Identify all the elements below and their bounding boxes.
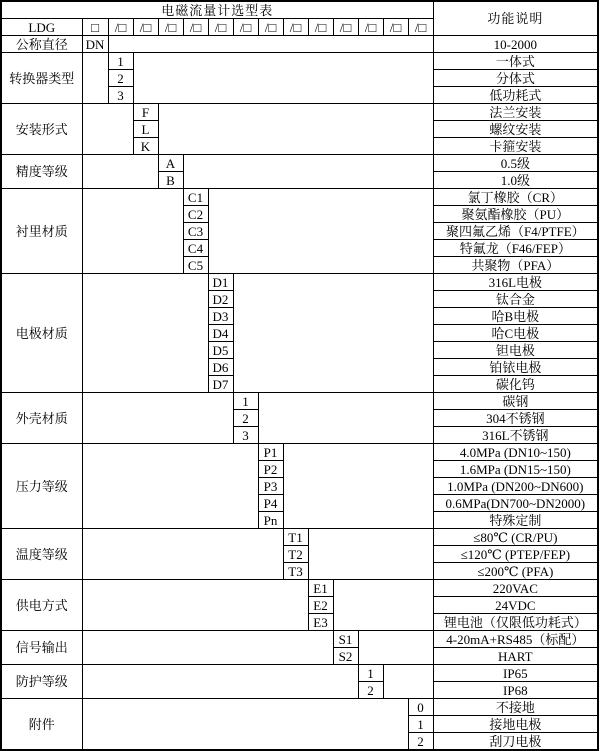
spacer-cell-right <box>383 665 433 699</box>
code-cell: E2 <box>308 597 333 614</box>
function-column-header: 功能说明 <box>433 1 598 36</box>
row-label: 附件 <box>1 699 82 751</box>
table-title: 电磁流量计选型表 <box>1 1 433 19</box>
code-cell: C4 <box>183 240 208 257</box>
spacer-cell-right <box>258 393 433 444</box>
code-cell: S1 <box>333 631 358 648</box>
code-cell: 2 <box>233 410 258 427</box>
code-cell: P4 <box>258 495 283 512</box>
code-cell: 3 <box>233 427 258 444</box>
row-label: 防护等级 <box>1 665 82 699</box>
function-desc-cell: 哈B电极 <box>433 308 598 325</box>
function-desc-cell: 0.5级 <box>433 155 598 172</box>
spacer-cell-left <box>82 580 308 631</box>
function-desc-cell: ≤200℃ (PFA) <box>433 563 598 580</box>
row-label: 信号输出 <box>1 631 82 665</box>
function-desc-cell: 氯丁橡胶（CR） <box>433 189 598 206</box>
row-label: 压力等级 <box>1 444 82 529</box>
row-label: 外壳材质 <box>1 393 82 444</box>
spacer-cell-left <box>82 699 408 751</box>
spacer-cell-right <box>108 36 433 53</box>
code-cell: T2 <box>283 546 308 563</box>
function-desc-cell: 不接地 <box>433 699 598 716</box>
model-code-slot: /□ <box>133 19 158 36</box>
row-label: 安装形式 <box>1 104 82 155</box>
model-code-slot: /□ <box>308 19 333 36</box>
function-desc-cell: 钛合金 <box>433 291 598 308</box>
row-label: 供电方式 <box>1 580 82 631</box>
code-cell: D1 <box>208 274 233 291</box>
model-code-slot: /□ <box>383 19 408 36</box>
spacer-cell-right <box>183 155 433 189</box>
function-desc-cell: 10-2000 <box>433 36 598 53</box>
code-cell: S2 <box>333 648 358 665</box>
spacer-cell-right <box>158 104 433 155</box>
spacer-cell-right <box>133 53 433 104</box>
spacer-cell-left <box>82 155 158 189</box>
row-label: 温度等级 <box>1 529 82 580</box>
function-desc-cell: 聚四氟乙烯（F4/PTFE） <box>433 223 598 240</box>
function-desc-cell: 1.0MPa (DN200~DN600) <box>433 478 598 495</box>
model-code-slot: /□ <box>333 19 358 36</box>
spacer-cell-right <box>358 631 433 665</box>
code-cell: 1 <box>408 716 433 733</box>
function-desc-cell: 分体式 <box>433 70 598 87</box>
function-desc-cell: 刮刀电极 <box>433 733 598 751</box>
spacer-cell-right <box>333 580 433 631</box>
code-cell: P3 <box>258 478 283 495</box>
function-desc-cell: 低功耗式 <box>433 87 598 104</box>
model-code-box: □ <box>82 19 108 36</box>
spacer-cell-left <box>82 104 133 155</box>
spacer-cell-left <box>82 53 108 104</box>
function-desc-cell: 24VDC <box>433 597 598 614</box>
row-label: 转换器类型 <box>1 53 82 104</box>
code-cell: 1 <box>108 53 133 70</box>
model-code-slot: /□ <box>358 19 383 36</box>
model-prefix: LDG <box>1 19 82 36</box>
model-code-slot: /□ <box>158 19 183 36</box>
spacer-cell-left <box>82 665 358 699</box>
code-cell: C2 <box>183 206 208 223</box>
spacer-cell-left <box>82 444 258 529</box>
function-desc-cell: 0.6MPa(DN700~DN2000) <box>433 495 598 512</box>
spacer-cell-left <box>82 631 333 665</box>
code-cell: D4 <box>208 325 233 342</box>
code-cell: D3 <box>208 308 233 325</box>
function-desc-cell: ≤80℃ (CR/PU) <box>433 529 598 546</box>
code-cell: D6 <box>208 359 233 376</box>
code-cell: E1 <box>308 580 333 597</box>
model-code-slot: /□ <box>233 19 258 36</box>
model-code-slot: /□ <box>183 19 208 36</box>
function-desc-cell: 1.0级 <box>433 172 598 189</box>
function-desc-cell: 1.6MPa (DN15~150) <box>433 461 598 478</box>
function-desc-cell: 特殊定制 <box>433 512 598 529</box>
model-code-slot: /□ <box>283 19 308 36</box>
code-cell: D2 <box>208 291 233 308</box>
code-cell: A <box>158 155 183 172</box>
function-desc-cell: 接地电极 <box>433 716 598 733</box>
row-label: 精度等级 <box>1 155 82 189</box>
code-cell: T1 <box>283 529 308 546</box>
code-cell: 2 <box>408 733 433 751</box>
code-cell: 3 <box>108 87 133 104</box>
function-desc-cell: 钽电极 <box>433 342 598 359</box>
code-cell: DN <box>82 36 108 53</box>
code-cell: 2 <box>358 682 383 699</box>
code-cell: C1 <box>183 189 208 206</box>
spacer-cell-right <box>233 274 433 393</box>
model-code-slot: /□ <box>408 19 433 36</box>
function-desc-cell: 4-20mA+RS485（标配） <box>433 631 598 648</box>
code-cell: K <box>133 138 158 155</box>
code-cell: 1 <box>233 393 258 410</box>
function-desc-cell: IP65 <box>433 665 598 682</box>
code-cell: P2 <box>258 461 283 478</box>
spacer-cell-left <box>82 529 283 580</box>
code-cell: 2 <box>108 70 133 87</box>
function-desc-cell: 铂铱电极 <box>433 359 598 376</box>
function-desc-cell: 螺纹安装 <box>433 121 598 138</box>
function-desc-cell: 316L不锈钢 <box>433 427 598 444</box>
code-cell: D5 <box>208 342 233 359</box>
function-desc-cell: 304不锈钢 <box>433 410 598 427</box>
code-cell: L <box>133 121 158 138</box>
model-code-slot: /□ <box>108 19 133 36</box>
function-desc-cell: 316L电极 <box>433 274 598 291</box>
code-cell: T3 <box>283 563 308 580</box>
function-desc-cell: 卡箍安装 <box>433 138 598 155</box>
function-desc-cell: 4.0MPa (DN10~150) <box>433 444 598 461</box>
model-code-slot: /□ <box>258 19 283 36</box>
spacer-cell-right <box>283 444 433 529</box>
row-label: 电极材质 <box>1 274 82 393</box>
function-desc-cell: 法兰安装 <box>433 104 598 121</box>
code-cell: 1 <box>358 665 383 682</box>
function-desc-cell: 锂电池（仅限低功耗式） <box>433 614 598 631</box>
model-code-slot: /□ <box>208 19 233 36</box>
code-cell: 0 <box>408 699 433 716</box>
code-cell: C3 <box>183 223 208 240</box>
function-desc-cell: 哈C电极 <box>433 325 598 342</box>
function-desc-cell: 特氟龙（F46/FEP） <box>433 240 598 257</box>
spacer-cell-right <box>308 529 433 580</box>
row-label: 公称直径 <box>1 36 82 53</box>
function-desc-cell: 共聚物（PFA） <box>433 257 598 274</box>
spacer-cell-left <box>82 274 208 393</box>
code-cell: F <box>133 104 158 121</box>
function-desc-cell: 碳钢 <box>433 393 598 410</box>
spacer-cell-right <box>208 189 433 274</box>
row-label: 衬里材质 <box>1 189 82 274</box>
spacer-cell-left <box>82 393 233 444</box>
code-cell: C5 <box>183 257 208 274</box>
function-desc-cell: ≤120℃ (PTEP/FEP) <box>433 546 598 563</box>
function-desc-cell: 一体式 <box>433 53 598 70</box>
function-desc-cell: 碳化钨 <box>433 376 598 393</box>
function-desc-cell: 220VAC <box>433 580 598 597</box>
code-cell: E3 <box>308 614 333 631</box>
function-desc-cell: HART <box>433 648 598 665</box>
function-desc-cell: IP68 <box>433 682 598 699</box>
code-cell: B <box>158 172 183 189</box>
function-desc-cell: 聚氨酯橡胶（PU） <box>433 206 598 223</box>
spacer-cell-left <box>82 189 183 274</box>
code-cell: D7 <box>208 376 233 393</box>
code-cell: P1 <box>258 444 283 461</box>
code-cell: Pn <box>258 512 283 529</box>
